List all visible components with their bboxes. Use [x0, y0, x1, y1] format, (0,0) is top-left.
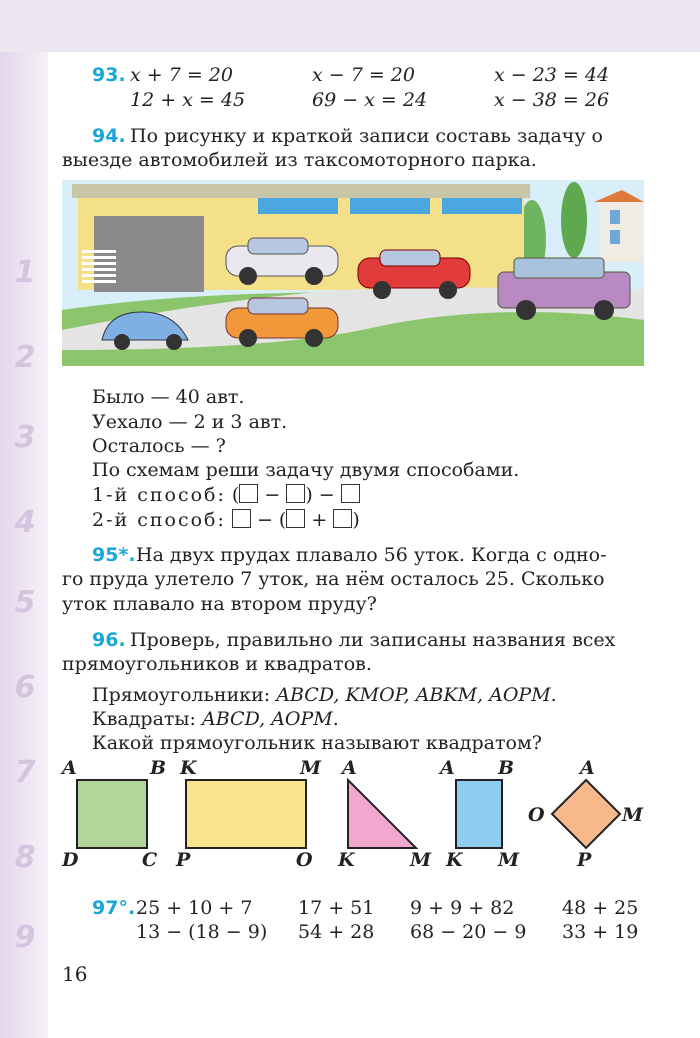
answer-box[interactable]: [286, 509, 305, 528]
vertex-label: M: [622, 804, 644, 826]
vertex-label: K: [180, 757, 197, 779]
vertex-label: M: [300, 757, 322, 779]
square-aopm: [552, 780, 620, 848]
equation: x − 38 = 26: [494, 89, 610, 111]
triangle-akm: [348, 780, 416, 848]
task-number: 96.: [92, 629, 126, 651]
task-number: 93.: [92, 64, 126, 86]
square-abcd: [77, 780, 147, 848]
side-number: 5: [14, 585, 36, 620]
way-1: 1-й способ: ( − ) −: [92, 483, 360, 507]
task-question: Какой прямоугольник называют квадратом?: [92, 732, 542, 754]
side-number: 2: [14, 340, 36, 375]
side-band: [0, 52, 48, 1038]
rectangle-kmop: [186, 780, 306, 848]
equation: x − 23 = 44: [494, 64, 610, 86]
note-left: Уехало — 2 и 3 авт.: [92, 411, 288, 433]
answer-box[interactable]: [341, 484, 360, 503]
squares-line: [92, 707, 339, 731]
note-was: Было — 40 авт.: [92, 386, 245, 408]
task-text: уток плавало на втором пруду?: [62, 593, 377, 615]
vertex-label: B: [150, 757, 167, 779]
expression: 25 + 10 + 7: [136, 897, 253, 919]
vertex-label: O: [528, 804, 545, 826]
side-number: 4: [14, 505, 36, 540]
sq-label: Квадраты:: [92, 708, 196, 730]
task-number: 97°.: [92, 897, 136, 919]
side-number: 8: [14, 840, 36, 875]
expression: 68 − 20 − 9: [410, 921, 527, 943]
answer-box[interactable]: [232, 509, 251, 528]
note-solve: По схемам реши задачу двумя способами.: [92, 459, 520, 481]
task-number: 95*.: [92, 544, 136, 566]
equation: 69 − x = 24: [312, 89, 428, 111]
vertex-label: D: [62, 849, 79, 871]
answer-box[interactable]: [286, 484, 305, 503]
answer-box[interactable]: [239, 484, 258, 503]
side-number: 3: [14, 420, 36, 455]
equation: 12 + x = 45: [130, 89, 246, 111]
vertex-label: C: [142, 849, 158, 871]
vertex-label: P: [577, 849, 592, 871]
equation: x + 7 = 20: [130, 64, 233, 86]
equation: x − 7 = 20: [312, 64, 415, 86]
expression: 54 + 28: [298, 921, 375, 943]
vertex-label: K: [338, 849, 355, 871]
task-number: 94.: [92, 125, 126, 147]
vertex-label: A: [342, 757, 357, 779]
vertex-label: P: [176, 849, 191, 871]
expression: 13 − (18 − 9): [136, 921, 268, 943]
expression: 48 + 25: [562, 897, 639, 919]
vertex-label: A: [62, 757, 77, 779]
side-number: 6: [14, 670, 36, 705]
way-label: 2-й способ:: [92, 509, 226, 531]
expression: 9 + 9 + 82: [410, 897, 515, 919]
page-number: 16: [62, 962, 88, 986]
task-text: выезде автомобилей из таксомоторного парка.: [62, 149, 537, 171]
task-text: На двух прудах плавало 56 уток. Когда с одно-: [136, 544, 607, 566]
task-text: Проверь, правильно ли записаны названия всех: [130, 629, 616, 651]
task-text: прямоугольников и квадратов.: [62, 653, 372, 675]
rectangles-line: [92, 683, 557, 707]
answer-box[interactable]: [333, 509, 352, 528]
rect-label: Прямоугольники:: [92, 684, 271, 706]
vertex-label: O: [296, 849, 313, 871]
vertex-label: M: [498, 849, 520, 871]
task-text: го пруда улетело 7 уток, на нём осталось 25. Сколько: [62, 568, 605, 590]
vertex-label: B: [498, 757, 515, 779]
sq-list: ABCD, AOPM.: [202, 708, 339, 730]
rectangle-abkm: [456, 780, 502, 848]
task-text: По рисунку и краткой записи составь задачу о: [130, 125, 603, 147]
vertex-label: M: [410, 849, 432, 871]
side-number: 9: [14, 920, 36, 955]
way-2: 2-й способ: − ( + ): [92, 509, 360, 531]
rect-list: ABCD, KMOP, ABKM, AOPM.: [276, 684, 557, 706]
vertex-label: K: [446, 849, 463, 871]
top-band: [0, 0, 700, 52]
taxi-park-illustration: [62, 180, 644, 366]
vertex-label: A: [440, 757, 455, 779]
side-number: 7: [14, 755, 36, 790]
note-remain: Осталось — ?: [92, 435, 226, 457]
side-number: 1: [14, 255, 36, 290]
way-label: 1-й способ:: [92, 484, 226, 506]
expression: 17 + 51: [298, 897, 375, 919]
expression: 33 + 19: [562, 921, 639, 943]
vertex-label: A: [580, 757, 595, 779]
